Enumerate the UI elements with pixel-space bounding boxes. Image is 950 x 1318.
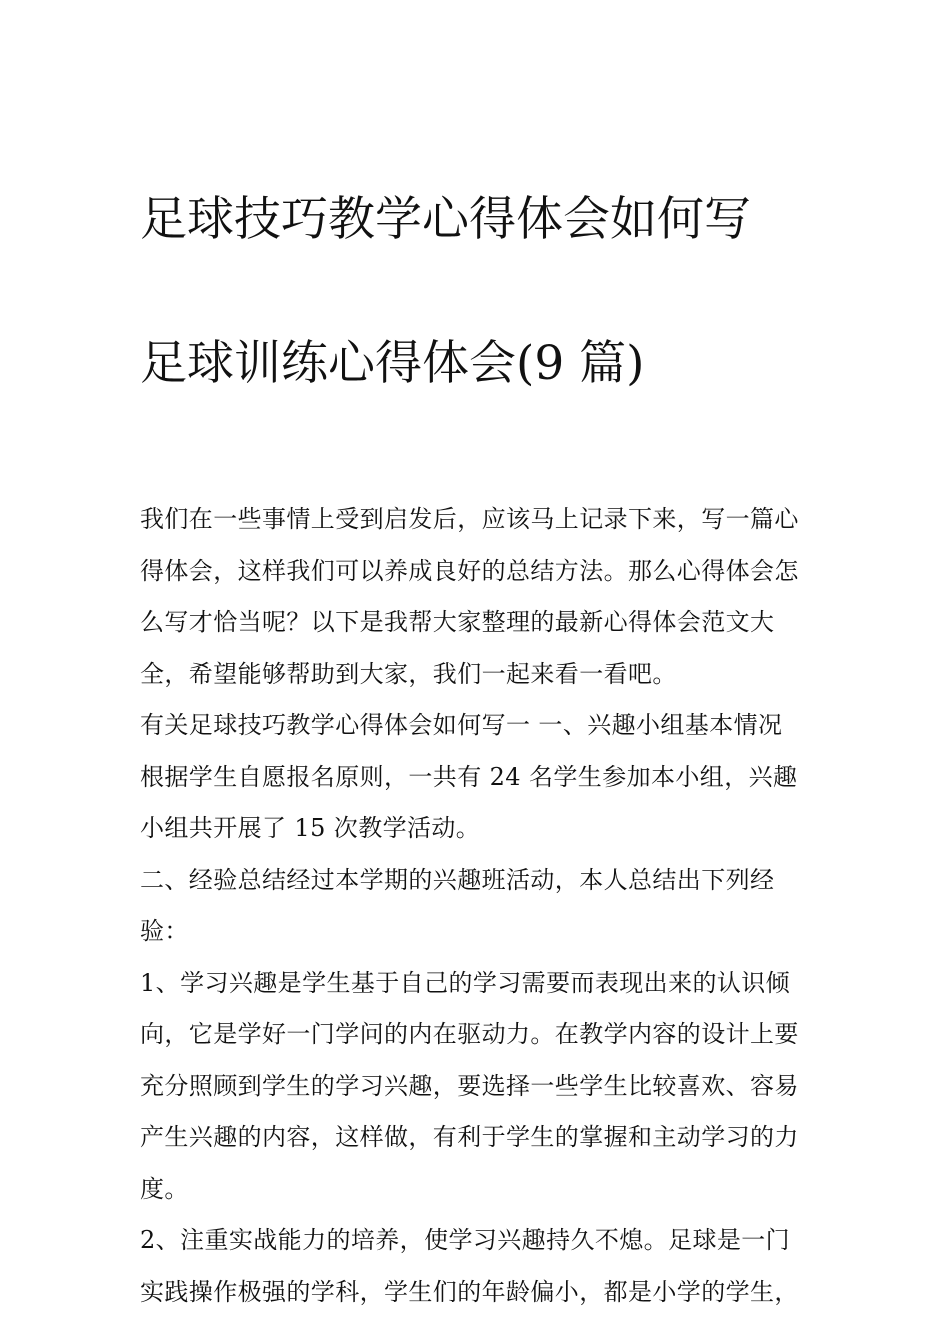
body-line: 有关足球技巧教学心得体会如何写一 一、兴趣小组基本情况 xyxy=(140,700,820,752)
body-line: 实践操作极强的学科，学生们的年龄偏小，都是小学的学生， xyxy=(140,1267,820,1318)
body-line: 产生兴趣的内容，这样做，有利于学生的掌握和主动学习的力 xyxy=(140,1112,820,1164)
body-line: 么写才恰当呢？以下是我帮大家整理的最新心得体会范文大 xyxy=(140,597,820,649)
body-line: 全，希望能够帮助到大家，我们一起来看一看吧。 xyxy=(140,649,820,701)
document-title xyxy=(140,112,820,472)
document-page xyxy=(140,112,820,1318)
body-line: 我们在一些事情上受到启发后，应该马上记录下来，写一篇心 xyxy=(140,494,820,546)
body-line: 根据学生自愿报名原则，一共有 24 名学生参加本小组，兴趣 xyxy=(140,752,820,804)
title-line-1: 足球技巧教学心得体会如何写 xyxy=(140,184,820,256)
body-line: 小组共开展了 15 次教学活动。 xyxy=(140,803,820,855)
title-line-2: 足球训练心得体会(9 篇) xyxy=(140,328,820,400)
body-line: 充分照顾到学生的学习兴趣，要选择一些学生比较喜欢、容易 xyxy=(140,1061,820,1113)
body-line: 验： xyxy=(140,906,820,958)
body-line: 2、注重实战能力的培养，使学习兴趣持久不熄。足球是一门 xyxy=(140,1215,820,1267)
body-line: 1、学习兴趣是学生基于自己的学习需要而表现出来的认识倾 xyxy=(140,958,820,1010)
body-line: 度。 xyxy=(140,1164,820,1216)
body-line: 向，它是学好一门学问的内在驱动力。在教学内容的设计上要 xyxy=(140,1009,820,1061)
body-line: 二、经验总结经过本学期的兴趣班活动，本人总结出下列经 xyxy=(140,855,820,907)
body-line: 得体会，这样我们可以养成良好的总结方法。那么心得体会怎 xyxy=(140,546,820,598)
document-body xyxy=(140,494,820,1318)
